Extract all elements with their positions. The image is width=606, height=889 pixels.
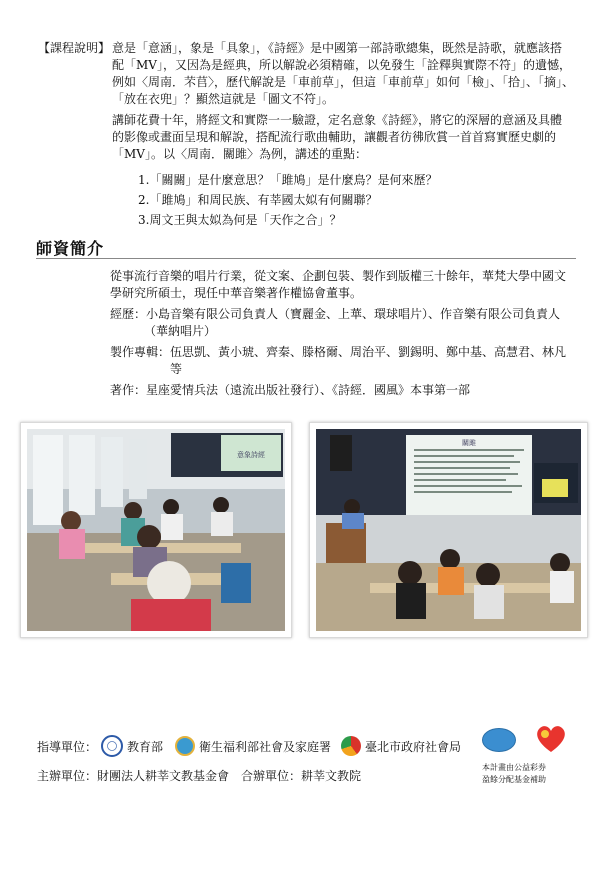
org-taipei: 臺北市政府社會局 [365, 739, 462, 754]
classroom-photo-right [309, 422, 588, 638]
host-line: 主辦單位：財團法人耕莘文教基金會 合辦單位：耕莘文教院 [37, 769, 362, 783]
section-divider [36, 258, 576, 259]
heart-logo-icon [533, 724, 569, 754]
teacher-line: 學研究所碩士，現任中華音樂著作權協會董事。 [110, 286, 363, 300]
course-paragraph-1 [112, 40, 574, 108]
lottery-logo-icon [482, 728, 516, 752]
funding-note-2: 盈餘分配基金補助 [482, 775, 546, 784]
mohw-logo-icon [175, 736, 195, 756]
course-label: 【課程說明】 [38, 41, 111, 55]
guidance-label: 指導單位： [37, 739, 98, 754]
slide-title-left: 意象詩經 [237, 451, 265, 459]
course-points [138, 170, 437, 230]
course-line: 配「MV」，又因為是經典，所以解說必須精確，以免發生「詮釋與實際不符」的遺憾， [112, 58, 571, 72]
classroom-photo-left [20, 422, 292, 638]
teacher-line: 經歷：小島音樂有限公司負責人（寶麗金、上華、環球唱片）、作音樂有限公司負責人 [110, 307, 561, 321]
teacher-artists [110, 344, 566, 378]
teacher-experience [110, 306, 560, 340]
teacher-line: 從事流行音樂的唱片行業，從文案、企劃包裝、製作到版權三十餘年，華梵大學中國文 [110, 269, 567, 283]
teacher-works: 著作：星座愛情兵法（遠流出版社發行）、《詩經．國風》本事第一部 [110, 383, 471, 397]
org-mohw: 衛生福利部社會及家庭署 [199, 739, 332, 754]
taipei-social-logo-icon [341, 736, 361, 756]
course-line: 例如〈周南．芣苢〉，歷代解說是「車前草」，但這「車前草」如何「檢」、「拾」、「摘」、 [112, 75, 575, 89]
course-line: 講師花費十年，將經文和實際一一驗證，定名意象《詩經》，將它的深層的意涵及具體 [112, 113, 563, 127]
teacher-section-title: 師資簡介 [36, 239, 105, 258]
course-point: 2.「雎鳩」和周民族、有莘國太姒有何關聯？ [138, 193, 378, 207]
slide-title-right: 關雎 [462, 439, 476, 447]
classroom-photo-left-image [21, 423, 291, 637]
teacher-line: （華納唱片） [144, 324, 217, 338]
heart-shape [533, 724, 569, 754]
guidance-row [37, 736, 477, 756]
course-line: 「放在衣兜」？顯然這就是「圖文不符」。 [112, 92, 335, 106]
classroom-photo-right-image [310, 423, 587, 637]
course-line: 的影像或畫面呈現和解說，搭配流行歌曲輔助，讓觀者彷彿欣賞一首首寫實歷史劇的 [112, 130, 557, 144]
teacher-line: 等 [170, 362, 183, 376]
course-line: 「MV」。以〈周南．關雎〉為例，講述的重點： [112, 147, 367, 161]
teacher-line: 製作專輯：伍思凱、黃小琥、齊秦、滕格爾、周治平、劉錫明、鄭中基、高慧君、林凡 [110, 345, 567, 359]
funding-note-1: 本計畫由公益彩券 [482, 763, 546, 772]
moe-logo-icon [101, 735, 123, 757]
course-paragraph-2 [112, 112, 562, 163]
course-line: 意是「意涵」，象是「具象」，《詩經》是中國第一部詩歌總集，既然是詩歌，就應該搭 [112, 41, 563, 55]
course-point: 3.周文王與太姒為何是「天作之合」？ [138, 213, 342, 227]
course-point: 1.「關關」是什麼意思？「雎鳩」是什麼鳥？是何來歷？ [138, 173, 438, 187]
teacher-intro [110, 268, 566, 302]
org-moe: 教育部 [127, 739, 164, 754]
